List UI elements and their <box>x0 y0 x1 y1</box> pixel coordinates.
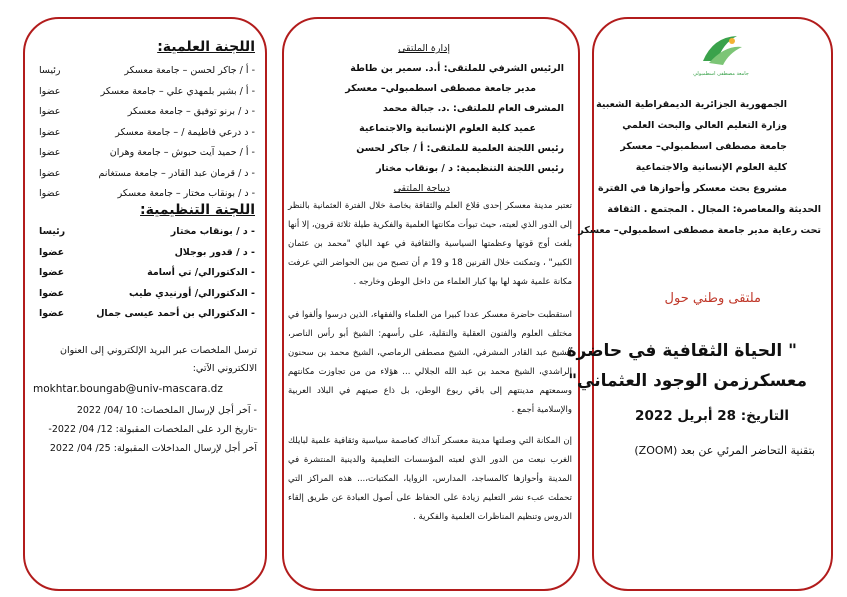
member-name: - أ / جاكر لحسن – جامعة معسكر <box>124 65 255 76</box>
cover-line-1: الجمهورية الجزائرية الديمقراطية الشعبية <box>596 99 787 110</box>
member-name: - د / قرمان عبد القادر – جامعة مستغانم <box>98 167 255 179</box>
committee-member-row <box>25 127 265 141</box>
general-supervisor: المشرف العام للملتقى: .د. جبالة محمد <box>382 103 564 114</box>
management-intro-panel <box>282 17 580 591</box>
event-title-line-2: معسكرزمن الوجود العثماني" <box>568 371 807 391</box>
committee-member-row <box>25 267 265 281</box>
submission-line-2: الالكتروني الآتي: <box>192 363 257 374</box>
member-role: رئيسا <box>39 65 61 76</box>
faculty-dean: عميد كلية العلوم الإنسانية والاجتماعية <box>359 123 536 134</box>
event-date: التاريخ: 28 أبريل 2022 <box>635 408 789 424</box>
intro-paragraph-3: إن المكانة التي وصلتها مدينة معسكر آنذاك كعاصمة سياسية وثقافية علمية لبايلك الغرب نبعت من الدور الذي لعبته المؤسسات التعليمية والدينية المنتشرة في المدينة وأحوازها كالمساجد، المدارس، الزوايا، المكتبات،... هذه المراكز التي تحملت عبء نشر التعليم زيادة على الحفاظ على أصول العبادة عن طريق إلقاء الدروس وتنظيم المناظرات العلمية والفكرية . <box>288 436 572 522</box>
cover-line-3: جامعة مصطفى اسطمبولي– معسكر <box>620 141 787 152</box>
intro-paragraph-2: استقطبت حاضرة معسكر عددا كبيرا من العلماء والفقهاء، الذين درسوا وألفوا في مختلف العلوم والفنون العقلية والنقلية، على رأسهم: الشيخ أبو رأس الناصر، الشيخ عبد القادر المشرفي، الشيخ مصطفى الرماصي، الشيخ محمد بن سحنون الراشدي، الشيخ محمد بن عبد الله الجلالي ... هؤلاء من من تجاوزت مكانتهم وسمعتهم مدينتهم إلى باقي ربوع الوطن، بل ذاع صيتهم في البلاد العربية والإسلامية أجمع . <box>288 310 572 415</box>
member-role: رئيسا <box>39 226 66 237</box>
member-name: - الدكتورالي/ تي أسامة <box>147 267 255 278</box>
cover-line-6: الحديثة والمعاصرة: المجال . المجتمع . الثقافة <box>607 204 821 215</box>
committee-member-row <box>25 308 265 322</box>
university-logo <box>699 31 745 73</box>
committee-member-row <box>25 106 265 120</box>
scientific-committee-title: اللجنة العلمية: <box>157 39 255 55</box>
member-name: - د / برنو توفيق – جامعة معسكر <box>127 106 255 117</box>
member-role: عضوا <box>39 147 61 158</box>
event-mode: بتقنية التحاضر المرئي عن بعد (ZOOM) <box>634 444 815 457</box>
member-role: عضوا <box>39 106 61 117</box>
committee-member-row <box>25 65 265 79</box>
member-name: - أ / بشير بلمهدي علي – جامعة معسكر <box>100 85 255 97</box>
member-name: - د / بونقاب مختار – جامعة معسكر <box>117 188 255 199</box>
event-title-line-1: " الحياة الثقافية في حاضرة <box>566 341 797 361</box>
cover-line-2: وزارة التعليم العالي والبحث العلمي <box>622 120 787 131</box>
member-role: عضوا <box>39 167 61 179</box>
committee-member-row <box>25 188 265 202</box>
member-name: - الدكتورالي بن أحمد عيسى جمال <box>96 308 255 319</box>
response-date: -تاريخ الرد على الملخصات المقبولة: 12/ 04/ 2022- <box>48 424 257 435</box>
member-role: عضوا <box>39 287 65 299</box>
honorary-president: الرئيس الشرفي للملتقى: أ.د. سمير بن طاطة <box>350 63 564 74</box>
cover-panel <box>566 17 833 591</box>
management-title: إدارة الملتقى <box>398 43 450 54</box>
member-name: - د درعي فاطيمة / – جامعة معسكر <box>115 126 255 138</box>
cover-line-7: تحت رعاية مدير جامعة مصطفى اسطمبولي– معسكر <box>578 225 821 236</box>
member-role: عضوا <box>39 85 61 97</box>
logo-caption: جامعة مصطفى اسطمبولي <box>693 71 749 77</box>
committee-member-row <box>25 86 265 100</box>
committee-member-row <box>25 147 265 161</box>
member-name: - الدكتورالي/ أورنيدي طيب <box>128 287 255 299</box>
abstract-deadline: - آخر أجل لإرسال الملخصات: 10 /04/ 2022 <box>76 405 257 416</box>
cover-line-5: مشروع بحث معسكر وأحوازها في الفترة <box>598 183 787 194</box>
intro-title: ديباجة الملتقى <box>393 183 450 194</box>
paper-deadline: آخر أجل لإرسال المداخلات المقبولة: 25/ 04/ 2022 <box>49 443 257 454</box>
committee-member-row <box>25 288 265 302</box>
member-role: عضوا <box>39 126 61 138</box>
member-name: - أ / حميد آيت حبوش – جامعة وهران <box>109 147 255 158</box>
committee-member-row <box>25 168 265 182</box>
scientific-committee-head: رئيس اللجنة العلمية للملتقى: أ / جاكر لحسن <box>356 143 564 154</box>
member-role: عضوا <box>39 246 65 258</box>
member-name: - د / قدور بوجلال <box>174 246 255 258</box>
member-role: عضوا <box>39 267 65 278</box>
committee-member-row <box>25 226 265 240</box>
submission-line-1: ترسل الملخصات عبر البريد الإلكتروني إلى العنوان <box>59 345 257 356</box>
member-role: عضوا <box>39 188 61 199</box>
cover-line-4: كلية العلوم الإنسانية والاجتماعية <box>635 162 787 173</box>
intro-paragraph-1: تعتبر مدينة معسكر إحدى قلاع العلم والثقافة بخاصة خلال الفترة العثمانية بالنظر إلى الدور الذي لعبته، حيث تبوأت مكانتها العلمية والفكرية طيلة ثلاثة قرون، إلا أنها بلغت أوج قوتها وعظمتها السياسية والثقافية في عهد الباي "محمد بن عثمان الكبير" ، وتمكنت خلال القرنين 18 و 19 م أن تصبح من بين الحواضر التي عرفت مكانة علمية شهد لها بها كبار العلماء من داخل الوطن وخارجه . <box>287 201 572 287</box>
event-type: ملتقى وطني حول <box>664 291 761 306</box>
university-logo-icon <box>699 31 745 73</box>
member-name: - د / بونقاب مختار <box>170 226 255 237</box>
organizing-committee-head: رئيس اللجنة التنظيمية: د / بونقاب مختار <box>376 163 564 174</box>
submission-email[interactable]: mokhtar.boungab@univ-mascara.dz <box>33 383 223 395</box>
committees-panel <box>23 17 267 591</box>
organizing-committee-title: اللجنة التنظيمية: <box>140 202 255 218</box>
university-director: مدير جامعة مصطفى اسطمبولي– معسكر <box>345 83 536 94</box>
member-role: عضوا <box>39 308 65 319</box>
committee-member-row <box>25 247 265 261</box>
